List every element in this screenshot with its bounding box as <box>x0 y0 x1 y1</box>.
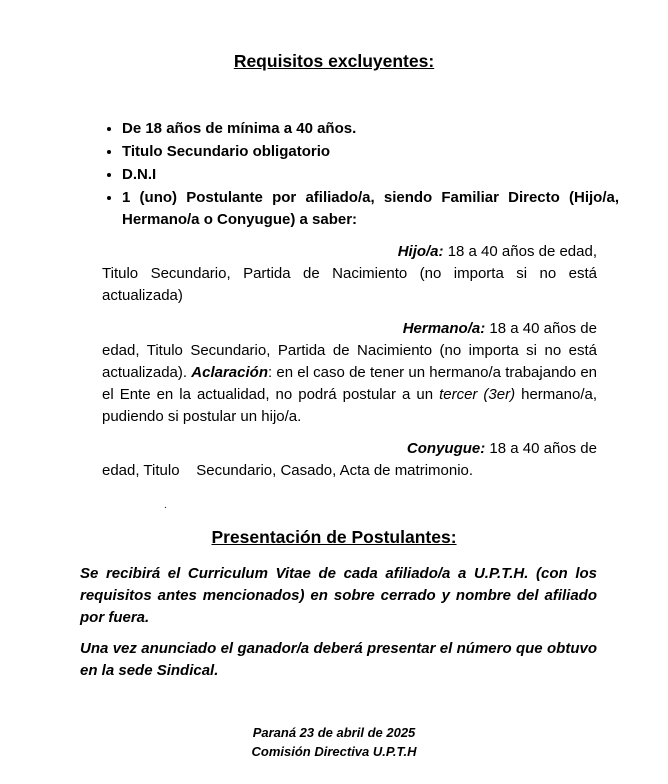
hijo-paragraph <box>102 241 597 307</box>
aclaracion-text: : en el caso de tener un hermano/a trabajando en el Ente en la actualidad, no podrá postular a un <box>102 364 597 403</box>
presentacion-heading: Presentación de Postulantes: <box>211 527 457 547</box>
conyugue-text: edad, Titulo Secundario, Casado, Acta de matrimonio. <box>102 462 474 479</box>
hijo-age: 18 a 40 años de edad, <box>443 243 597 260</box>
place-date: Paraná 23 de abril de 2025 <box>252 725 416 740</box>
requisitos-heading: Requisitos excluyentes: <box>233 51 435 71</box>
conyugue-label: Conyugue: <box>406 440 486 457</box>
conyugue-paragraph <box>102 438 597 482</box>
hermano-age: 18 a 40 años de <box>485 320 597 337</box>
hermano-label: Hermano/a: <box>402 320 486 337</box>
conyugue-first-line <box>102 438 597 460</box>
tercer-text: tercer (3er) <box>439 386 516 403</box>
hermano-text: edad, Titulo Secundario, Partida de Nacimiento (no importa si no está actualizada). <box>102 342 597 381</box>
signature-body: Comisión Directiva U.P.T.H <box>251 744 417 759</box>
list-item: • De 18 años de mínima a 40 años. <box>122 118 619 140</box>
list-item: • 1 (uno) Postulante por afiliado/a, siendo Familiar Directo (Hijo/a, Hermano/a o Conyugue) a saber: <box>122 187 619 231</box>
hermano-text-block <box>102 340 597 428</box>
hijo-label: Hijo/a: <box>397 243 444 260</box>
hijo-first-line <box>102 241 597 263</box>
stray-dot: . <box>164 500 167 511</box>
requisitos-list <box>100 118 619 232</box>
hermano-first-line <box>102 318 597 340</box>
aclaracion-end: hermano/a, pudiendo si postular un hijo/a. <box>102 386 597 425</box>
conyugue-age: 18 a 40 años de <box>485 440 597 457</box>
aclaracion-label: Aclaración <box>191 364 268 381</box>
hijo-text: Titulo Secundario, Partida de Nacimiento (no importa si no está actualizada) <box>102 265 597 304</box>
hermano-paragraph <box>102 318 597 428</box>
list-item: • D.N.I <box>122 164 619 186</box>
presentacion-paragraph-1: Se recibirá el Curriculum Vitae de cada afiliado/a a U.P.T.H. (con los requisitos antes mencionados) en sobre cerrado y nombre del afiliado por fuera. <box>80 565 597 626</box>
presentacion-paragraph-2: Una vez anunciado el ganador/a deberá presentar el número que obtuvo en la sede Sindical. <box>80 640 597 679</box>
list-item: • Titulo Secundario obligatorio <box>122 141 619 163</box>
